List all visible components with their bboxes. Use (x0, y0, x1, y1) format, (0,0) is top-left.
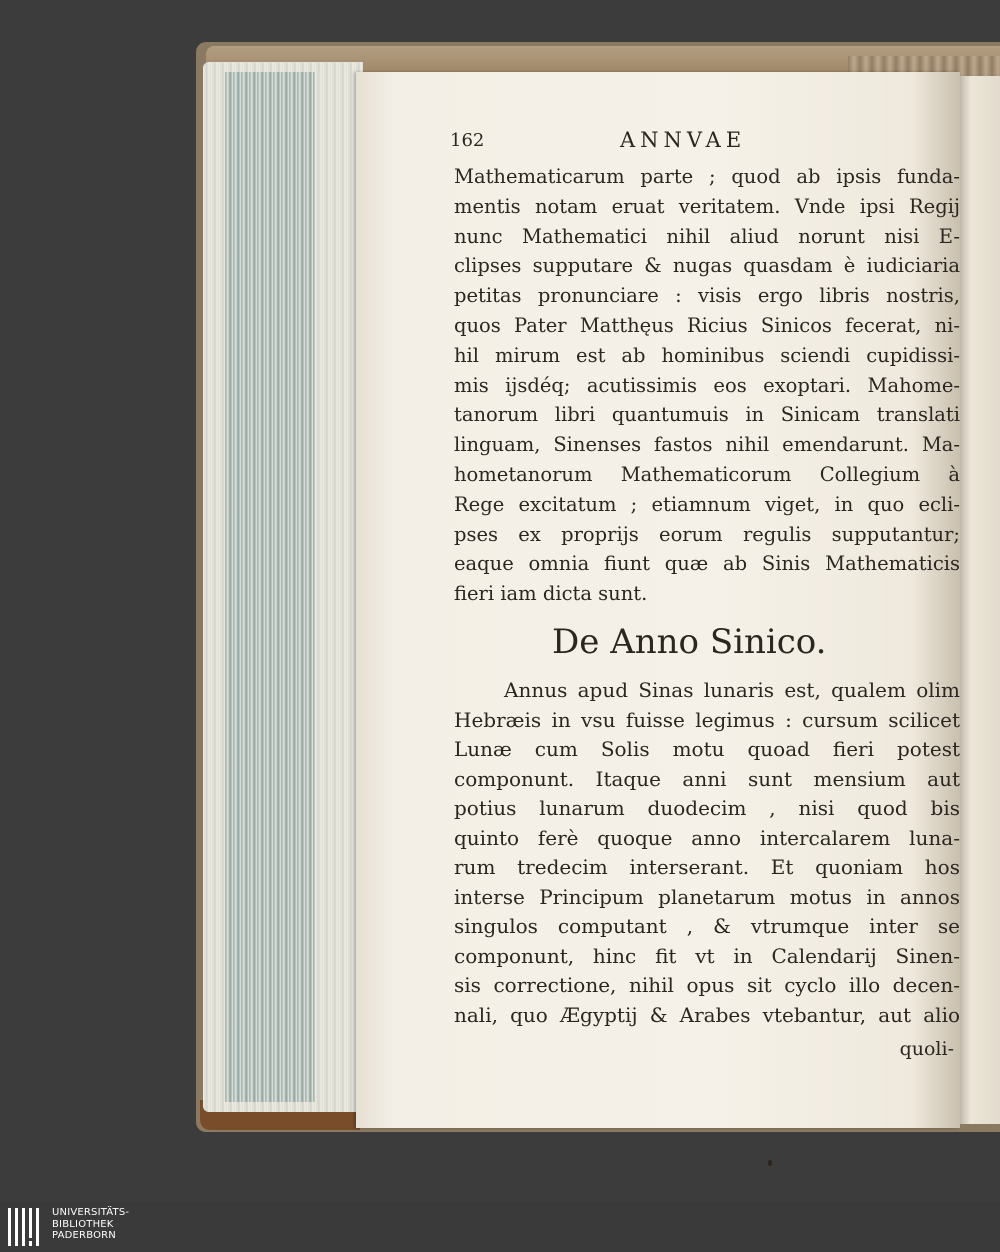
text-line: Hebræis in vsu fuisse legimus : cursum scilicet (454, 707, 960, 732)
text-block-2 (454, 676, 960, 1030)
text-line: interse Principum planetarum motus in annos (454, 884, 960, 909)
text-line: nunc Mathematici nihil aliud norunt nisi E- (454, 224, 960, 248)
page-text (450, 0, 960, 1100)
text-line: singulos computant , & vtrumque inter se (454, 914, 960, 938)
text-line: fieri iam dicta sunt. (454, 582, 648, 606)
ink-spot (768, 1160, 772, 1166)
text-line: quos Pater Matthęus Ricius Sinicos fecerat, ni- (454, 313, 960, 337)
catchword: quoli- (899, 1038, 954, 1060)
text-line: Annus apud Sinas lunaris est, qualem olim (504, 678, 960, 702)
library-logo-icon (6, 1206, 46, 1248)
text-line: tanorum libri quantumuis in Sinicam translati (454, 403, 960, 427)
text-line: eaque omnia fiunt quæ ab Sinis Mathematicis (454, 552, 960, 576)
text-line: clipses supputare & nugas quasdam è iudiciaria (454, 254, 960, 278)
text-line: componunt. Itaque anni sunt mensium aut (454, 766, 960, 791)
logo-line: UNIVERSITÄTS- (52, 1207, 130, 1218)
text-line: petitas pronunciare : visis ergo libris nostris, (454, 284, 960, 308)
text-line: componunt, hinc fit vt in Calendarij Sinen- (454, 943, 960, 968)
text-line: Mathematicarum parte ; quod ab ipsis funda- (454, 165, 960, 188)
running-head (450, 128, 960, 156)
text-line: hil mirum est ab hominibus sciendi cupidissi- (454, 343, 960, 367)
library-logo-text[interactable] (52, 1207, 129, 1242)
text-line: Rege excitatum ; etiamnum viget, in quo ecli- (454, 492, 960, 516)
text-line: potius lunarum duodecim , nisi quod bis (454, 796, 960, 820)
section-heading: De Anno Sinico. (552, 622, 827, 662)
running-title: ANNVAE (620, 128, 747, 152)
logo-line: PADERBORN (52, 1230, 116, 1241)
text-line: mis ijsdéq; acutissimis eos exoptari. Mahome- (454, 373, 960, 397)
footer-bar (0, 1202, 1000, 1252)
text-line: quinto ferè quoque anno intercalarem luna- (454, 825, 960, 850)
text-line: rum tredecim interserant. Et quoniam hos (454, 855, 960, 879)
text-line: sis correctione, nihil opus sit cyclo illo decen- (454, 973, 960, 997)
page-fore-edge (203, 62, 363, 1112)
text-line: linguam, Sinenses fastos nihil emendarunt. Ma- (454, 433, 960, 457)
logo-line: BIBLIOTHEK (52, 1218, 114, 1230)
text-line: nali, quo Ægyptij & Arabes vtebantur, aut alio (454, 1002, 960, 1027)
facing-page-edge (958, 76, 1000, 1124)
text-line: Lunæ cum Solis motu quoad fieri potest (454, 737, 960, 761)
text-block-1 (454, 162, 960, 609)
fore-edge-tint (225, 72, 315, 1102)
text-line: hometanorum Mathematicorum Collegium à (454, 462, 960, 486)
text-line: pses ex proprijs eorum regulis supputantur; (454, 522, 960, 546)
text-line: mentis notam eruat veritatem. Vnde ipsi Regij (454, 194, 960, 218)
page-number: 162 (450, 130, 485, 151)
